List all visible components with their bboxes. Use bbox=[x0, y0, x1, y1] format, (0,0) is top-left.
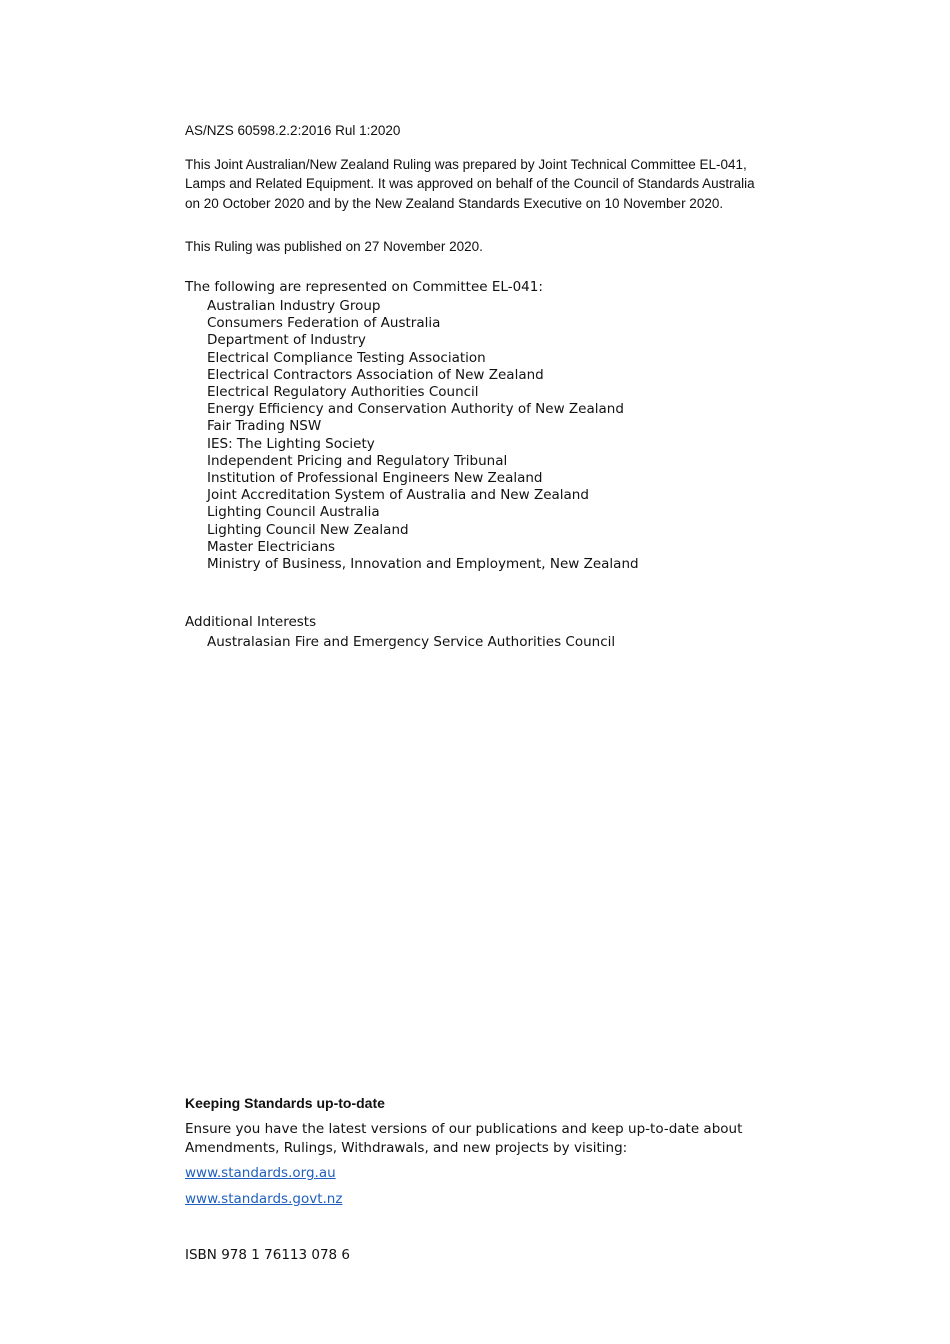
committee-member-list bbox=[207, 298, 639, 573]
keeping-standards-text: Ensure you have the latest versions of our publications and keep up-to-date about Amendments, Rulings, Withdrawals, and new projects by visiting: bbox=[185, 1121, 743, 1156]
committee-member: Energy Efficiency and Conservation Authority of New Zealand bbox=[207, 401, 624, 418]
isbn-number: ISBN 978 1 76113 078 6 bbox=[185, 1247, 351, 1263]
committee-member: Consumers Federation of Australia bbox=[207, 315, 441, 332]
committee-member: Master Electricians bbox=[207, 538, 336, 555]
standard-designation: AS/NZS 60598.2.2:2016 Rul 1:2020 bbox=[185, 123, 401, 138]
committee-member: Independent Pricing and Regulatory Tribunal bbox=[207, 452, 508, 469]
committee-member: Electrical Contractors Association of New Zealand bbox=[207, 366, 544, 383]
standards-new-zealand-link[interactable]: www.standards.govt.nz bbox=[185, 1191, 343, 1207]
preparation-statement: This Joint Australian/New Zealand Ruling was prepared by Joint Technical Committee EL-041, Lamps and Related Equipment. It was approved on behalf of the Council of Standards Australia on 20 October 2020 and by the New Zealand Standards Executive on 10 November 2020. bbox=[185, 157, 755, 211]
committee-member: Electrical Compliance Testing Association bbox=[207, 349, 486, 366]
committee-member: Lighting Council New Zealand bbox=[207, 521, 409, 538]
committee-member: Fair Trading NSW bbox=[207, 418, 322, 435]
committee-member: Joint Accreditation System of Australia and New Zealand bbox=[207, 487, 589, 504]
committee-member: Institution of Professional Engineers New Zealand bbox=[207, 470, 543, 487]
committee-member: IES: The Lighting Society bbox=[207, 435, 375, 452]
committee-member: Department of Industry bbox=[207, 332, 366, 349]
committee-member: Electrical Regulatory Authorities Council bbox=[207, 384, 479, 401]
standards-australia-link[interactable]: www.standards.org.au bbox=[185, 1165, 336, 1181]
committee-member: Lighting Council Australia bbox=[207, 504, 380, 521]
additional-interest-member: Australasian Fire and Emergency Service Authorities Council bbox=[207, 634, 616, 650]
publication-date-statement: This Ruling was published on 27 November 2020. bbox=[185, 239, 483, 254]
additional-interests-list bbox=[207, 633, 615, 651]
committee-member: Australian Industry Group bbox=[207, 298, 381, 314]
committee-heading: The following are represented on Committee EL-041: bbox=[185, 279, 543, 295]
additional-interests-heading: Additional Interests bbox=[185, 614, 317, 630]
committee-member: Ministry of Business, Innovation and Employment, New Zealand bbox=[207, 556, 639, 573]
keeping-standards-heading: Keeping Standards up-to-date bbox=[185, 1095, 385, 1111]
